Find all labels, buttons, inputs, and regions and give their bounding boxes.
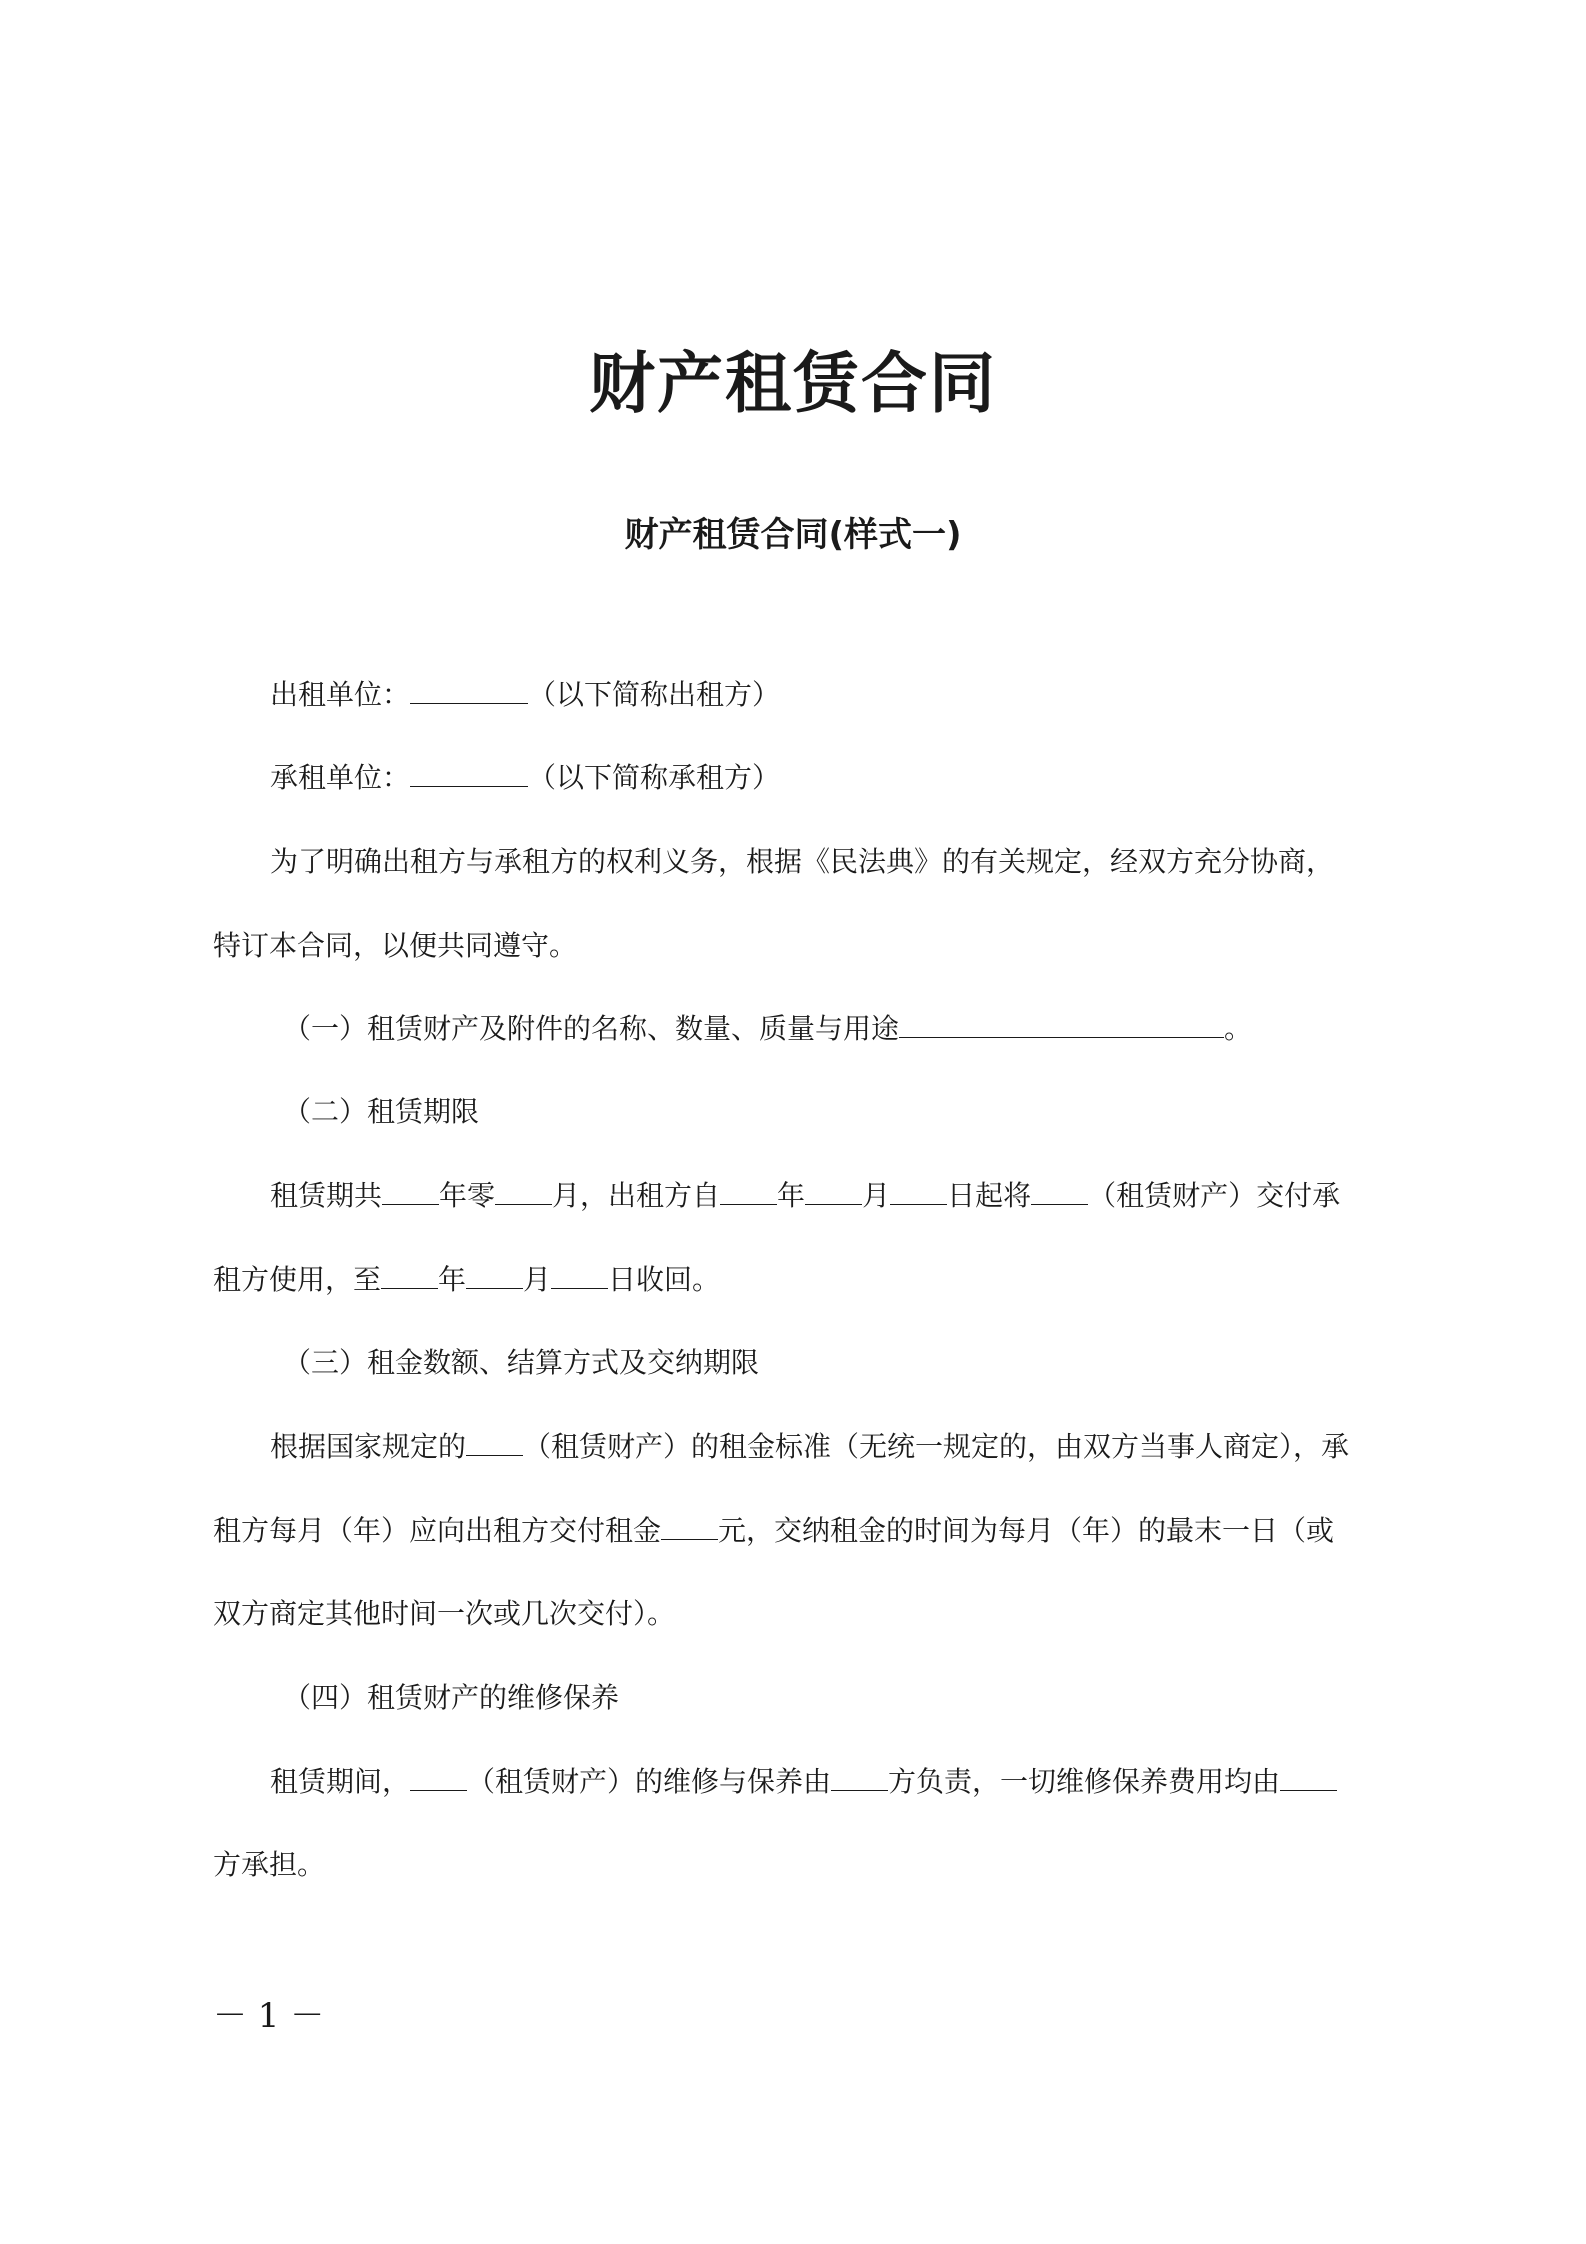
document-title: 财产租赁合同 (589, 345, 997, 422)
blank-field (661, 1513, 718, 1540)
text-segment: 租赁期共 (270, 1179, 383, 1212)
section-3-paragraph-line-2 (213, 1511, 1393, 1551)
blank-field (551, 1262, 608, 1289)
preamble-line-1: 为了明确出租方与承租方的权利义务，根据《民法典》的有关规定，经双方充分协商， (270, 845, 1335, 878)
lessor-suffix: （以下简称出租方） (528, 678, 781, 711)
text-segment: 日起将 (947, 1179, 1032, 1212)
text-segment: 年 (438, 1263, 467, 1296)
text-segment: （租赁财产）的维修与保养由 (467, 1765, 832, 1798)
text-segment: 日收回。 (608, 1263, 721, 1296)
blank-field (890, 1178, 947, 1205)
lessee-label: 承租单位： (270, 761, 411, 794)
preamble-line-2: 特订本合同，以便共同遵守。 (213, 929, 578, 962)
text-segment: 月，出租方自 (552, 1179, 721, 1212)
section-4-paragraph-line-2: 方承担。 (213, 1848, 326, 1881)
section-3-paragraph-line-3: 双方商定其他时间一次或几次交付）。 (213, 1597, 676, 1630)
section-4-heading: （四）租赁财产的维修保养 (283, 1681, 620, 1714)
blank-field (410, 1764, 467, 1791)
blank-field (466, 1262, 523, 1289)
text-segment: 月 (862, 1179, 891, 1212)
blank-field (720, 1178, 777, 1205)
text-segment: 根据国家规定的 (270, 1430, 467, 1463)
lessor-label: 出租单位： (270, 678, 411, 711)
text-segment: 租方使用，至 (213, 1263, 382, 1296)
lessee-blank (410, 760, 528, 787)
text-segment: （租赁财产）的租金标准（无统一规定的，由双方当事人商定），承 (523, 1430, 1350, 1463)
section-2-heading: （二）租赁期限 (283, 1095, 480, 1128)
blank-field (466, 1429, 523, 1456)
blank-field (382, 1178, 439, 1205)
text-segment: 租方每月（年）应向出租方交付租金 (213, 1514, 662, 1547)
text-segment: 租赁期间， (270, 1765, 411, 1798)
lessor-line (270, 675, 1393, 715)
blank-field (1031, 1178, 1088, 1205)
section-2-paragraph-line-1 (270, 1176, 1393, 1216)
text-segment: 年 (777, 1179, 806, 1212)
section-1-line (283, 1009, 1393, 1049)
lessee-suffix: （以下简称承租方） (528, 761, 781, 794)
section-1-end: 。 (1224, 1012, 1253, 1045)
lessor-blank (410, 677, 528, 704)
document-subtitle: 财产租赁合同(样式一) (624, 515, 962, 555)
section-4-paragraph-line-1 (270, 1762, 1393, 1802)
blank-field (381, 1262, 438, 1289)
text-segment: 方负责，一切维修保养费用均由 (888, 1765, 1281, 1798)
section-2-paragraph-line-2 (213, 1260, 1393, 1300)
text-segment: （租赁财产）交付承 (1088, 1179, 1341, 1212)
section-1-blank (899, 1011, 1224, 1038)
section-3-heading: （三）租金数额、结算方式及交纳期限 (283, 1346, 760, 1379)
blank-field (831, 1764, 888, 1791)
section-1-text: （一）租赁财产及附件的名称、数量、质量与用途 (283, 1012, 900, 1045)
section-3-paragraph-line-1 (270, 1427, 1393, 1467)
lessee-line (270, 758, 1393, 798)
text-segment: 年零 (439, 1179, 496, 1212)
text-segment: 元，交纳租金的时间为每月（年）的最末一日（或 (718, 1514, 1335, 1547)
page-number: － 1 － (213, 1996, 325, 2036)
blank-field (495, 1178, 552, 1205)
blank-field (1280, 1764, 1337, 1791)
blank-field (805, 1178, 862, 1205)
text-segment: 月 (523, 1263, 552, 1296)
